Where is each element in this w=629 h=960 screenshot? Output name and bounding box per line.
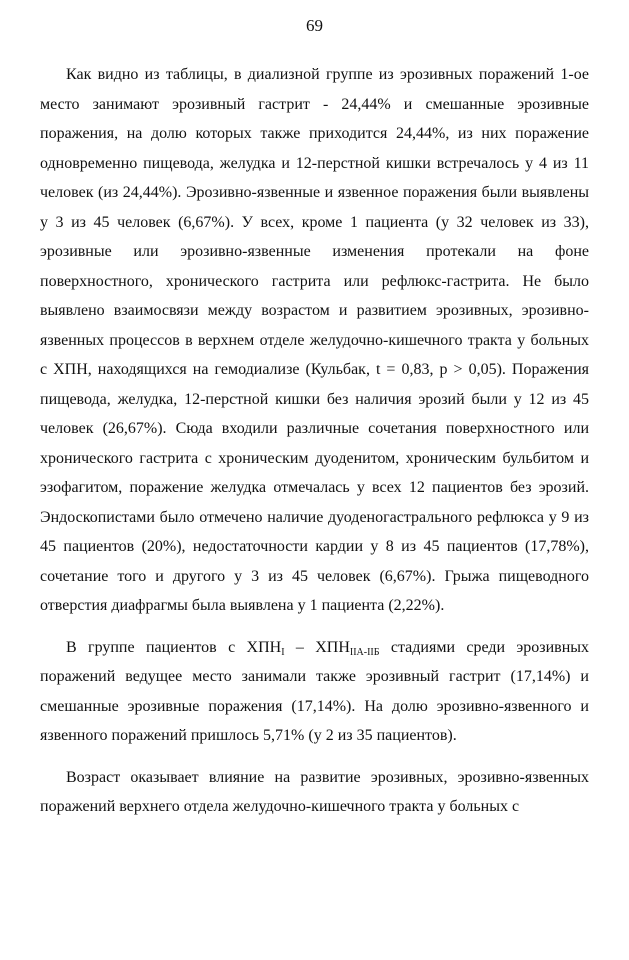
paragraph-age-influence: Возраст оказывает влияние на развитие эрозивных, эрозивно-язвенных поражений верхнего отдела желудочно-кишечного тракта у больных с (40, 768, 589, 815)
paragraph-text-start: В группе пациентов с ХПН (66, 638, 282, 656)
page-number: 69 (306, 16, 323, 35)
paragraph-chronic-renal-failure-group (40, 633, 589, 751)
stage-subscript-1: I (281, 646, 285, 658)
body-text (40, 60, 589, 834)
paragraph-text-end: стадиями среди эрозивных поражений ведущее место занимали также эрозивный гастрит (17,14%) и смешанные эрозивные поражения (17,14%). На долю эрозивно-язвенного и язвенного поражений пришлось 5,71% (у 2 из 35 пациентов). (40, 638, 589, 744)
paragraph-erosive-findings-dialysis: Как видно из таблицы, в диализной группе из эрозивных поражений 1-ое место занимают эрозивный гастрит - 24,44% и смешанные эрозивные поражения, на долю которых также приходится 24,44%, из них поражение одновременно пищевода, желудка и 12-перстной кишки встречалось у 4 из 11 человек (из 24,44%). Эрозивно-язвенные и язвенное поражения были выявлены у 3 из 45 человек (6,67%). У всех, кроме 1 пациента (у 32 человек из 33), эрозивные или эрозивно-язвенные изменения протекали на фоне поверхностного, хронического гастрита или рефлюкс-гастрита. Не было выявлено взаимосвязи между возрастом и развитием эрозивных, эрозивно-язвенных процессов в верхнем отделе желудочно-кишечного тракта у больных с ХПН, находящихся на гемодиализе (Кульбак, t = 0,83, p > 0,05). Поражения пищевода, желудка, 12-перстной кишки без наличия эрозий были у 12 из 45 человек (26,67%). Сюда входили различные сочетания поверхностного или хронического гастрита с хроническим дуоденитом, хроническим бульбитом и эзофагитом, поражение желудка отмечалась у всех 12 пациентов без эрозий. Эндоскопистами было отмечено наличие дуоденогастрального рефлюкса у 9 из 45 пациентов (20%), недостаточности кардии у 8 из 45 пациентов (17,78%), сочетание того и другого у 3 из 45 человек (6,67%). Грыжа пищеводного отверстия диафрагмы была выявлена у 1 пациента (2,22%). (40, 66, 589, 614)
stage-subscript-2: IIА-IIБ (349, 646, 380, 658)
paragraph-text-middle: – ХПН (284, 638, 350, 656)
